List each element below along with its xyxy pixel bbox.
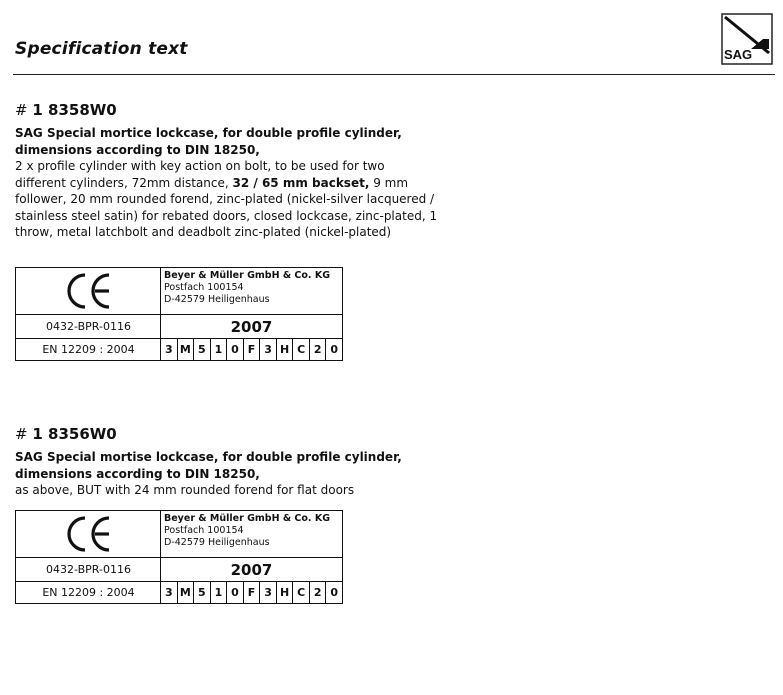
- code-cell: H: [276, 339, 293, 360]
- ce-mark-icon: [16, 511, 161, 557]
- product-number: # 1 8358W0: [15, 101, 117, 119]
- manufacturer-info: Beyer & Müller GmbH & Co. KG Postfach 100154 D-42579 Heiligenhaus: [164, 513, 330, 548]
- code-cell: M: [177, 339, 194, 360]
- product-section-1: [15, 101, 755, 241]
- code-cell: 3: [164, 343, 173, 356]
- code-cell: 1: [210, 582, 227, 603]
- code-cell: H: [276, 582, 293, 603]
- standard-norm: EN 12209 : 2004: [16, 338, 161, 360]
- certificate-number: 0432-BPR-0116: [16, 557, 161, 581]
- code-cell: 0: [325, 582, 342, 603]
- product-section-2: [15, 425, 755, 499]
- code-cell: F: [243, 582, 260, 603]
- sag-logo-icon: [721, 13, 773, 65]
- code-cell: 2: [309, 582, 326, 603]
- manufacturer-info: Beyer & Müller GmbH & Co. KG Postfach 100154 D-42579 Heiligenhaus: [164, 270, 330, 305]
- code-cell: C: [292, 582, 309, 603]
- code-cell: C: [292, 339, 309, 360]
- ce-mark-icon: [16, 268, 161, 314]
- code-cell: 0: [226, 582, 243, 603]
- header-divider: [13, 74, 775, 75]
- code-cell: 5: [193, 339, 210, 360]
- product-number: # 1 8356W0: [15, 425, 117, 443]
- standard-norm: EN 12209 : 2004: [16, 581, 161, 603]
- page-title: Specification text: [15, 39, 188, 59]
- code-cell: 2: [309, 339, 326, 360]
- code-cell: 3: [259, 339, 276, 360]
- certificate-number: 0432-BPR-0116: [16, 314, 161, 338]
- code-cell: M: [177, 582, 194, 603]
- ce-marking-table-1: [15, 267, 343, 361]
- code-cell: 0: [226, 339, 243, 360]
- code-cell: F: [243, 339, 260, 360]
- product-description: SAG Special mortise lockcase, for double profile cylinder, dimensions according to DIN 18250, as above, BUT with 24 mm rounded forend for flat doors: [15, 450, 402, 497]
- ce-year: 2007: [161, 314, 342, 338]
- code-cell: 5: [193, 582, 210, 603]
- code-cell: 3: [259, 582, 276, 603]
- code-cell: 3: [164, 586, 173, 599]
- code-cell: 0: [325, 339, 342, 360]
- ce-marking-table-2: [15, 510, 343, 604]
- logo-text: SAG: [724, 47, 753, 62]
- classification-code: [161, 338, 342, 360]
- product-description: SAG Special mortice lockcase, for double profile cylinder, dimensions according to DIN 18250, 2 x profile cylinder with key action on bolt, to be used for two different cylinders, 72mm distance, 32 / 65 mm backset, 9 mm follower, 20 mm rounded forend, zinc-plated (nickel-silver lacquered / stainless steel satin) for rebated doors, closed lockcase, zinc-plated, 1 throw, metal latchbolt and deadbolt zinc-plated (nickel-plated): [15, 126, 438, 239]
- ce-year: 2007: [161, 557, 342, 581]
- classification-code: [161, 581, 342, 603]
- code-cell: 1: [210, 339, 227, 360]
